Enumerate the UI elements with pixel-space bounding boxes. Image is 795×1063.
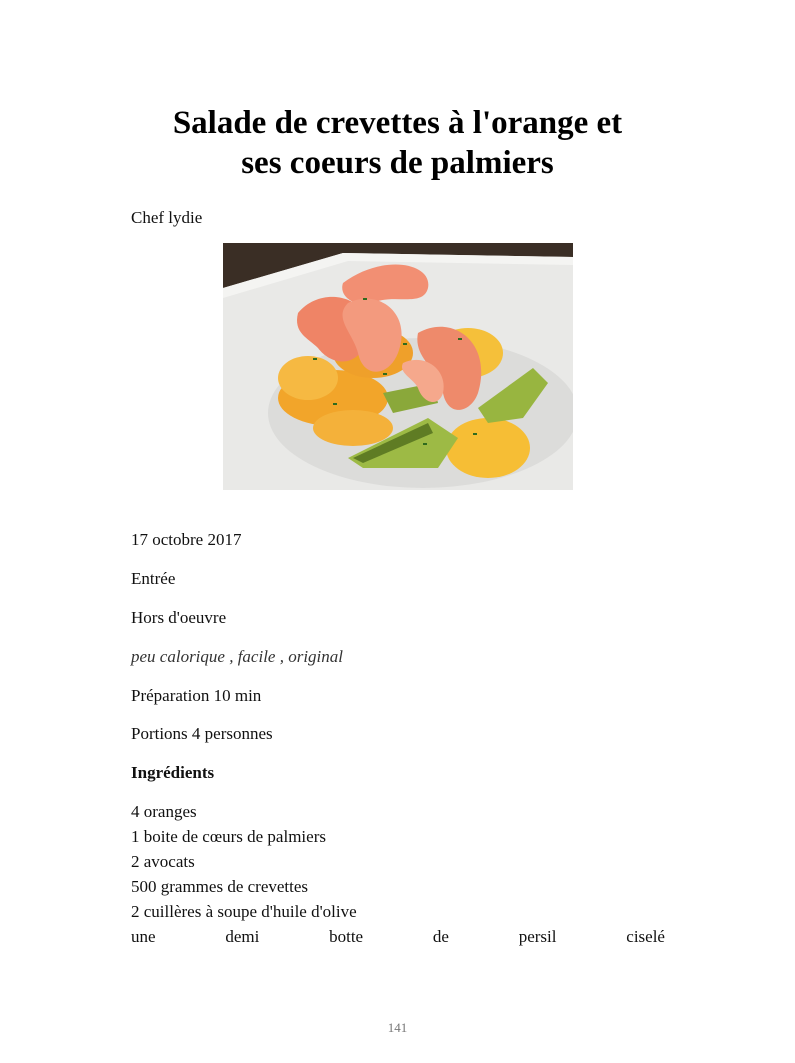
ingredient-item: 1 boite de cœurs de palmiers [131, 827, 326, 846]
ingredient-item: 2 avocats [131, 852, 195, 871]
word: une [131, 927, 156, 946]
word: de [432, 927, 449, 946]
ingredient-item: 4 oranges [131, 802, 197, 821]
recipe-category: Hors d'oeuvre [131, 608, 227, 627]
word: botte [329, 927, 364, 946]
ingredient-item-justified [131, 927, 665, 947]
prep-time: Préparation 10 min [131, 686, 262, 705]
title-line-2: ses coeurs de palmiers [241, 145, 554, 181]
recipe-photo [223, 243, 573, 490]
word: ciselé [626, 927, 665, 946]
recipe-tags: peu calorique , facile , original [131, 647, 343, 666]
recipe-course: Entrée [131, 569, 176, 588]
author: Chef lydie [131, 208, 203, 227]
ingredient-item: 500 grammes de crevettes [131, 877, 309, 896]
page-number: 141 [387, 1020, 408, 1035]
word: demi [225, 927, 260, 946]
ingredient-item: 2 cuillères à soupe d'huile d'olive [131, 902, 357, 921]
ingredients-heading: Ingrédients [131, 763, 215, 782]
recipe-date: 17 octobre 2017 [131, 530, 242, 549]
recipe-title [0, 103, 795, 183]
title-line-1: Salade de crevettes à l'orange et [172, 105, 623, 141]
word: persil [518, 927, 557, 946]
portions: Portions 4 personnes [131, 724, 273, 743]
